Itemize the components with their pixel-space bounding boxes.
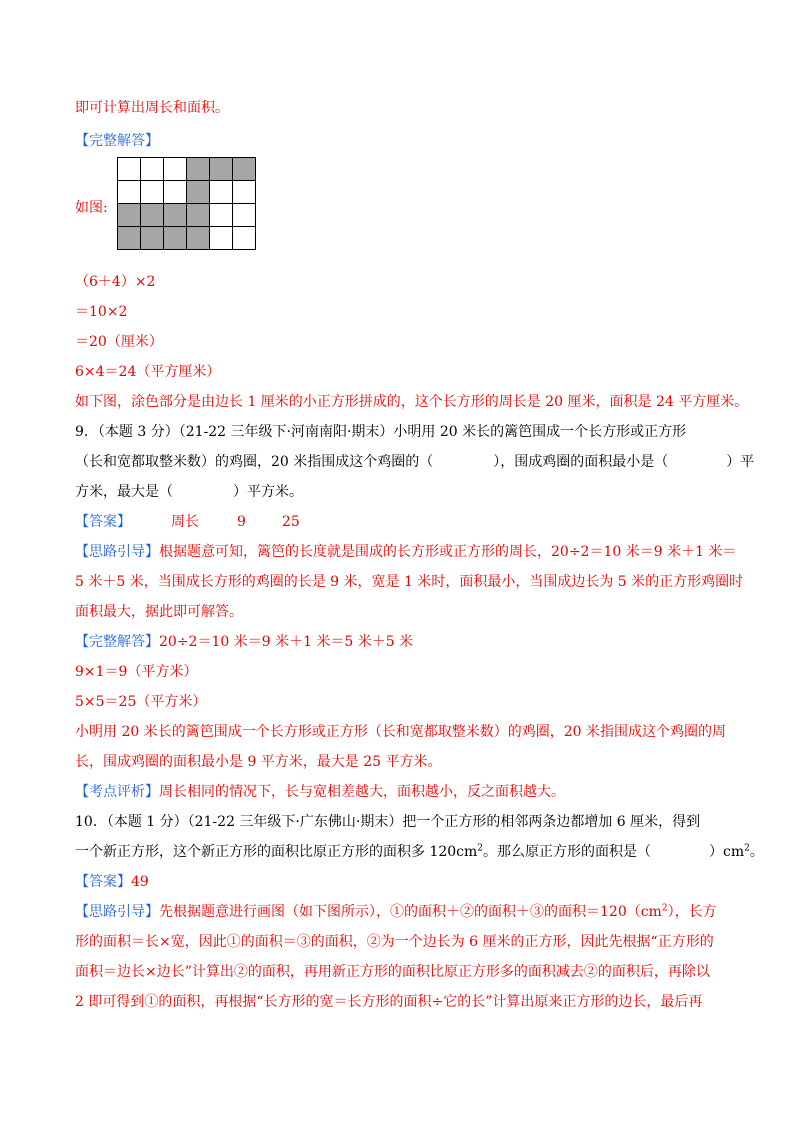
grid-cell-shaded <box>141 227 164 250</box>
question-text: 。 <box>749 844 764 860</box>
question-9-line <box>75 482 303 502</box>
calc-line: （6＋4）×2 <box>75 274 156 290</box>
answer-value: 49 <box>131 874 149 890</box>
grid-cell <box>118 158 141 181</box>
section-tag-full-solution: 【完整解答】 <box>75 133 159 149</box>
question-text: ）cm <box>709 844 745 860</box>
grid-cell <box>210 181 233 204</box>
answer-tag: 【答案】 <box>75 514 131 530</box>
grid-cell-shaded <box>118 204 141 227</box>
text-line: 即可计算出周长和面积。 <box>75 100 229 116</box>
grid-cell <box>210 227 233 250</box>
grid-row <box>118 204 256 227</box>
hint-9-line: 5 米＋5 米，当围成长方形的鸡圈的长是 9 米，宽是 1 米时，面积最小，当围成边长为 5 米的正方形鸡圈时 <box>75 574 744 590</box>
superscript: 2 <box>661 903 668 914</box>
solution-text: 20÷2＝10 米＝9 米＋1 米＝5 米＋5 米 <box>159 634 414 650</box>
evaluation-text: 周长相同的情况下，长与宽相差越大，面积越小，反之面积越大。 <box>159 784 565 800</box>
question-text: 一个新正方形，这个新正方形的面积比原正方形的面积多 120cm <box>75 844 478 860</box>
answer-value: 9 <box>237 514 246 530</box>
answer-tag: 【答案】 <box>75 874 131 890</box>
grid-row <box>118 158 256 181</box>
question-10-line: 10．（本题 1 分）（21-22 三年级下·广东佛山·期末）把一个正方形的相邻两条边都增加 6 厘米，得到 <box>75 814 701 830</box>
solution-9-line: 9×1＝9（平方米） <box>75 664 198 680</box>
grid-cell <box>210 204 233 227</box>
question-9-line <box>75 452 754 472</box>
hint-9-line: 面积最大，据此即可解答。 <box>75 604 243 620</box>
grid-cell-shaded <box>141 204 164 227</box>
solution-9-line: 小明用 20 米长的篱笆围成一个长方形或正方形（长和宽都取整米数）的鸡圈，20 米指围成这个鸡圈的周 <box>75 724 726 740</box>
hint-10-line: 2 即可得到①的面积，再根据“长方形的宽＝长方形的面积÷它的长”计算出原来正方形的边长，最后再 <box>75 994 703 1010</box>
hint-10-line: 面积＝边长×边长”计算出②的面积，再用新正方形的面积比原正方形多的面积减去②的面积后，再除以 <box>75 964 710 980</box>
figure-label: 如图: <box>75 200 108 216</box>
answer-value: 25 <box>281 514 300 530</box>
question-text: （长和宽都取整米数）的鸡圈，20 米指围成这个鸡圈的（ <box>75 454 434 470</box>
grid-cell-shaded <box>187 158 210 181</box>
hint-text: 根据题意可知，篱笆的长度就是围成的长方形或正方形的周长，20÷2＝10 米＝9 米＋1 米＝ <box>159 544 737 560</box>
grid-cell <box>233 204 256 227</box>
grid-cell-shaded <box>164 204 187 227</box>
calc-line: ＝20（厘米） <box>75 334 163 350</box>
answer-9-line <box>75 512 300 532</box>
grid-cell-shaded <box>210 158 233 181</box>
grid-cell <box>141 158 164 181</box>
question-text: ），围成鸡圈的面积最小是（ <box>493 454 669 470</box>
shaded-grid-figure <box>117 157 256 250</box>
question-text: ）平 <box>726 454 755 470</box>
superscript: 2 <box>744 843 750 854</box>
hint-text: 先根据题意进行画图（如下图所示），①的面积＋②的面积＋③的面积＝120（cm <box>159 904 662 920</box>
answer-10-line <box>75 872 149 892</box>
conclusion-line: 如下图，涂色部分是由边长 1 厘米的小正方形拼成的，这个长方形的周长是 20 厘米，面积是 24 平方厘米。 <box>75 394 749 410</box>
hint-tag: 【思路引导】 <box>75 544 159 560</box>
grid-cell-shaded <box>118 227 141 250</box>
hint-text: ），长方 <box>667 904 717 920</box>
grid-cell <box>233 181 256 204</box>
evaluation-9-line <box>75 782 565 802</box>
grid-row <box>118 181 256 204</box>
calc-line: 6×4＝24（平方厘米） <box>75 364 221 380</box>
grid-row <box>118 227 256 250</box>
grid-cell-shaded <box>233 158 256 181</box>
grid-cell-shaded <box>187 204 210 227</box>
answer-value: 周长 <box>171 514 199 530</box>
grid-cell-shaded <box>187 227 210 250</box>
question-9-line: 9．（本题 3 分）（21-22 三年级下·河南南阳·期末）小明用 20 米长的篱笆围成一个长方形或正方形 <box>75 424 687 440</box>
calc-line: ＝10×2 <box>75 304 128 320</box>
question-text: 方米，最大是（ <box>75 484 173 500</box>
grid-cell <box>164 181 187 204</box>
solution-9-line: 长，围成鸡圈的面积最小是 9 平方米，最大是 25 平方米。 <box>75 754 442 770</box>
superscript: 2 <box>477 843 484 854</box>
grid-cell <box>141 181 164 204</box>
grid-cell <box>233 227 256 250</box>
evaluation-tag: 【考点评析】 <box>75 784 159 800</box>
hint-10-line: 形的面积＝长×宽，因此①的面积＝③的面积，②为一个边长为 6 厘米的正方形，因此先根据“正方形的 <box>75 934 714 950</box>
hint-9-line <box>75 542 736 562</box>
grid-cell-shaded <box>187 181 210 204</box>
question-text: ）平方米。 <box>233 484 303 500</box>
grid-cell-shaded <box>164 227 187 250</box>
hint-10-line <box>75 902 717 922</box>
grid-cell <box>164 158 187 181</box>
question-text: 。那么原正方形的面积是（ <box>483 844 652 860</box>
hint-tag: 【思路引导】 <box>75 904 159 920</box>
solution-9-line: 5×5＝25（平方米） <box>75 694 207 710</box>
grid-cell <box>118 181 141 204</box>
solution-9-line <box>75 632 413 652</box>
solution-tag: 【完整解答】 <box>75 634 159 650</box>
question-10-line <box>75 842 764 862</box>
